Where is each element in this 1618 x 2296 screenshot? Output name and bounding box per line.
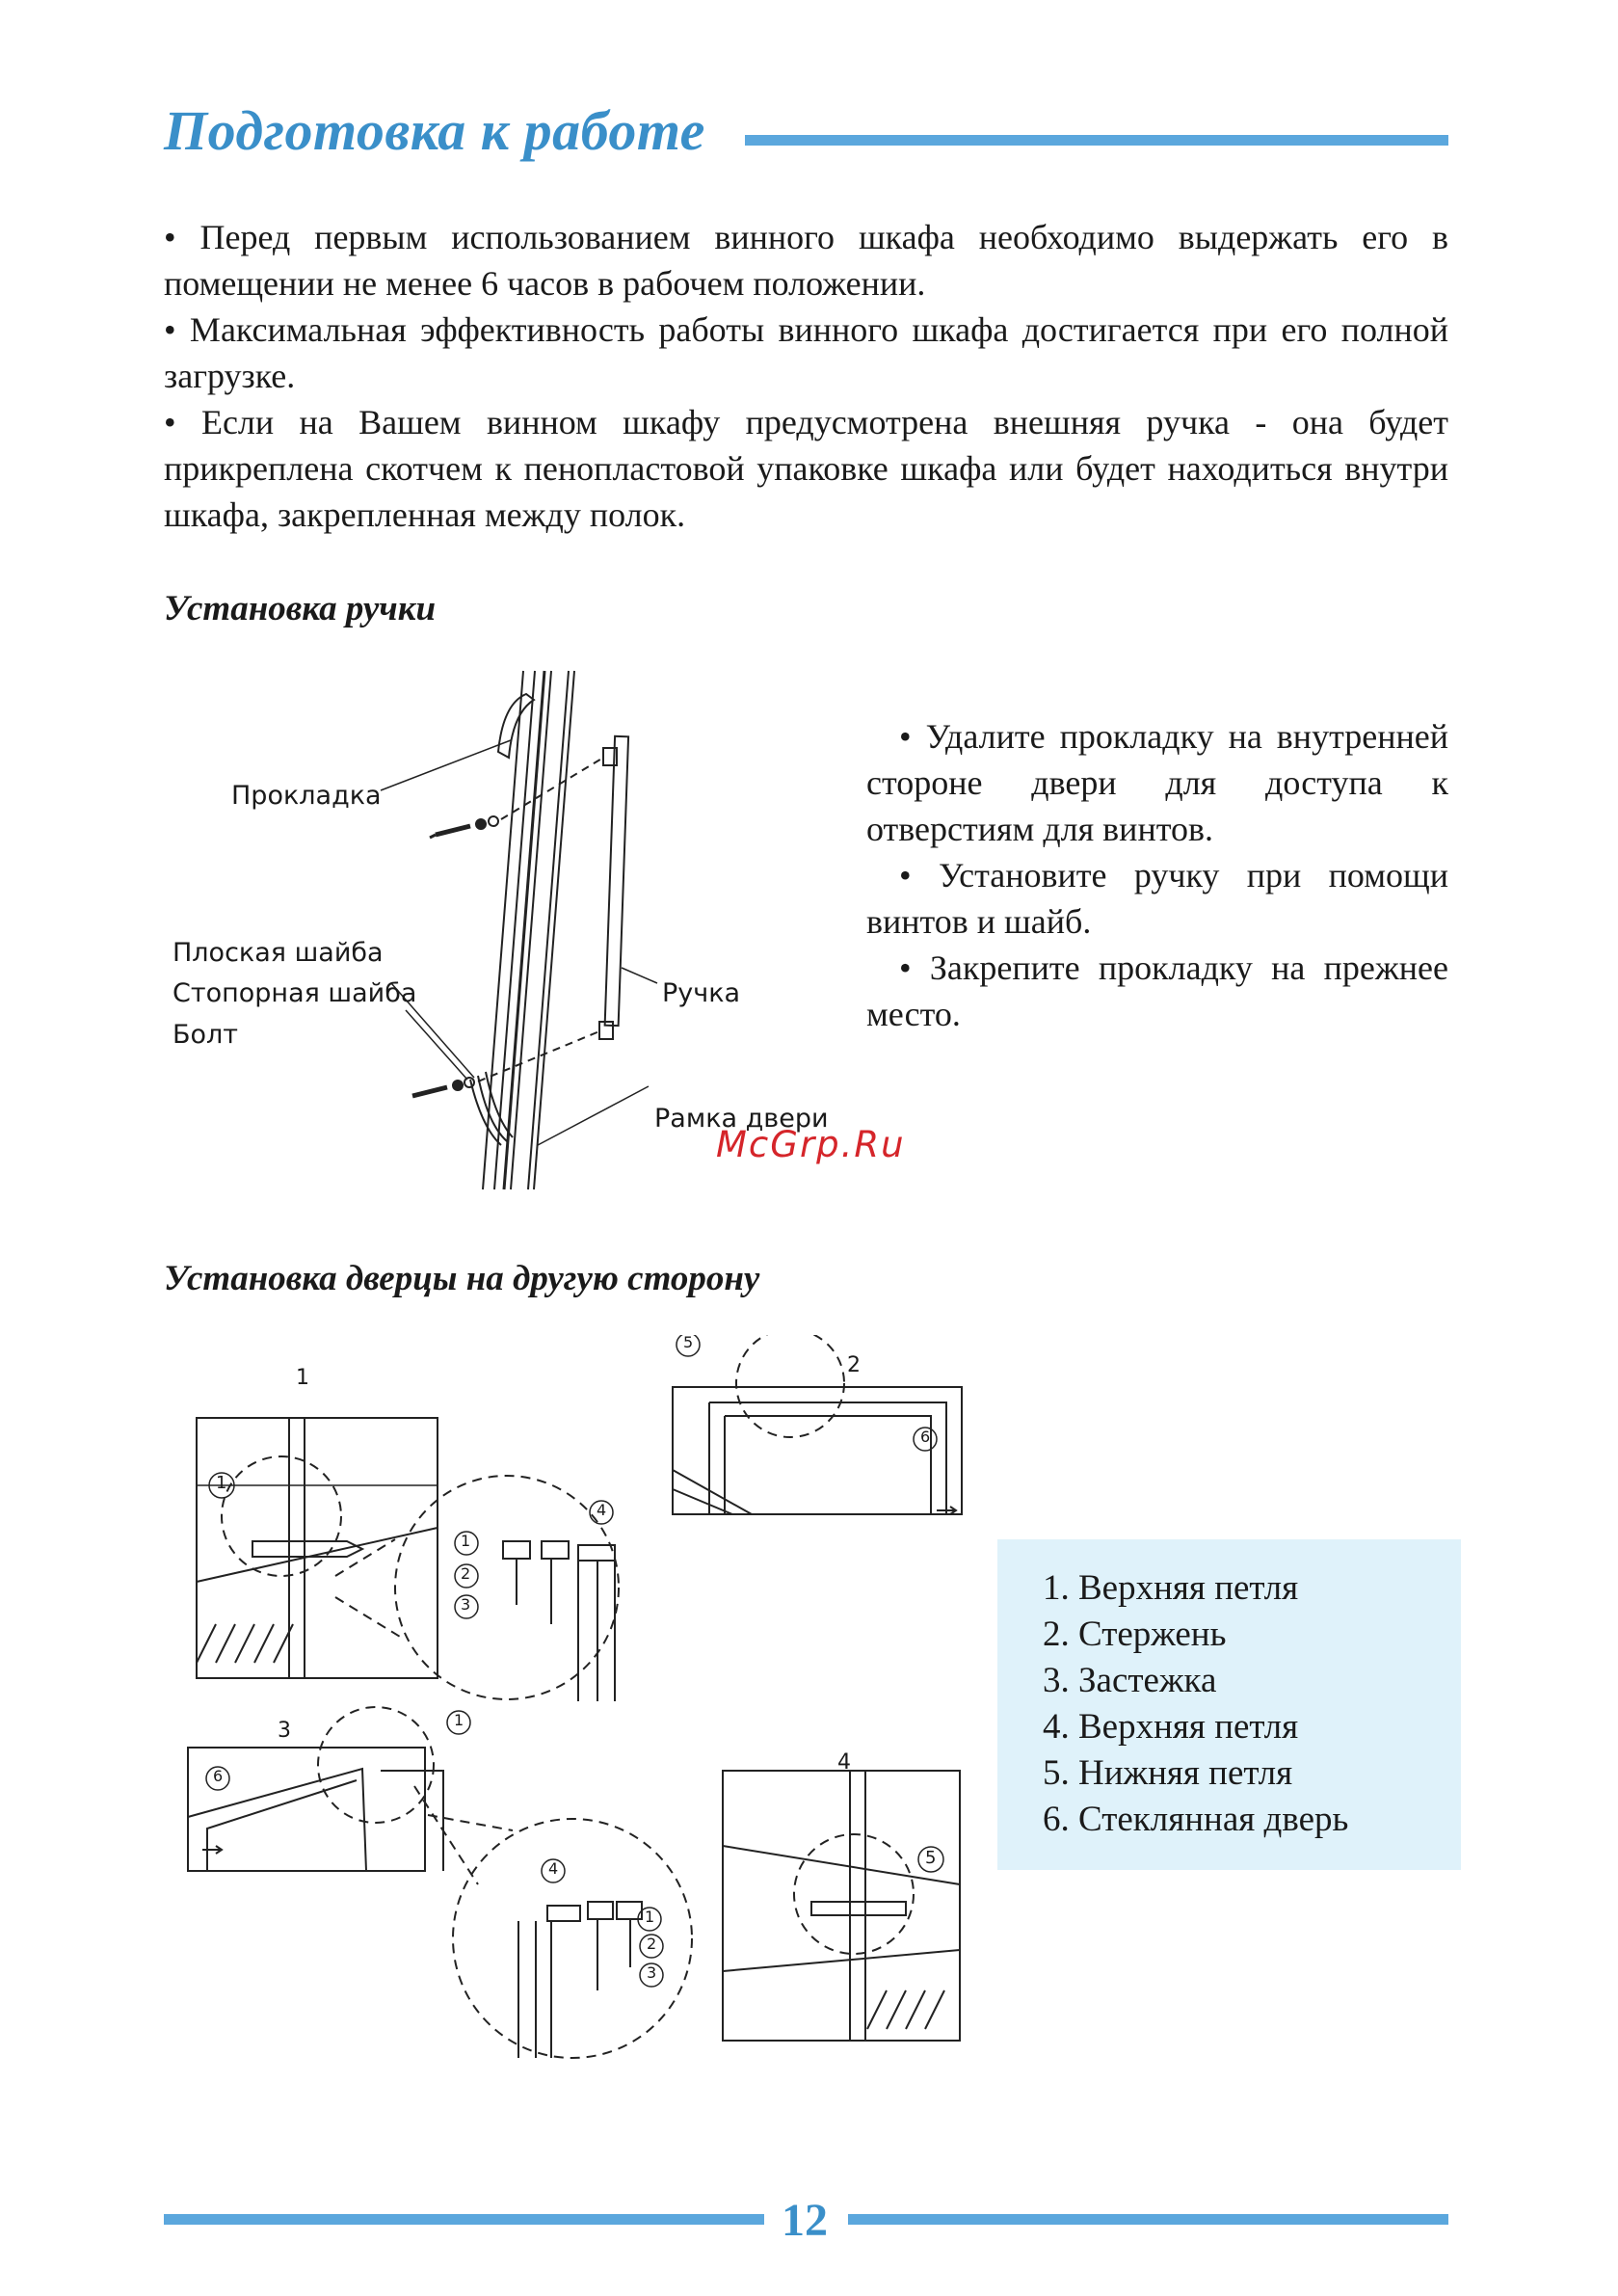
callout: 4 <box>548 1859 559 1878</box>
label-gasket: Прокладка <box>231 781 382 811</box>
handle-step: • Установите ручку при помощи винтов и шайб. <box>866 856 1448 941</box>
callout: 3 <box>647 1963 657 1982</box>
callout: 5 <box>683 1333 694 1351</box>
callout: 5 <box>925 1848 937 1868</box>
footer-rule-right <box>848 2214 1448 2225</box>
label-lock-washer: Стопорная шайба <box>172 978 417 1008</box>
handle-steps <box>866 713 1448 1037</box>
callout: 1 <box>461 1532 471 1550</box>
legend-item: 2. Стержень <box>1043 1615 1227 1654</box>
panel-number: 1 <box>296 1366 309 1390</box>
legend-list <box>1043 1565 1348 1843</box>
handle-step: • Удалите прокладку на внутренней стороне двери для доступа к отверстиям для винтов. <box>866 717 1448 848</box>
callout: 2 <box>647 1935 657 1953</box>
callout: 4 <box>597 1501 607 1519</box>
callout: 2 <box>461 1564 471 1583</box>
label-flat-washer: Плоская шайба <box>172 938 384 968</box>
door-section-heading: Установка дверцы на другую сторону <box>164 1259 760 1298</box>
legend-item: 1. Верхняя петля <box>1043 1568 1299 1608</box>
page-title: Подготовка к работе <box>164 99 705 162</box>
callout: 6 <box>213 1767 224 1785</box>
legend-item: 6. Стеклянная дверь <box>1043 1800 1349 1839</box>
legend-item: 3. Застежка <box>1043 1661 1217 1700</box>
legend-box <box>997 1539 1461 1870</box>
handle-section-heading: Установка ручки <box>164 589 437 628</box>
intro-paragraph: • Максимальная эффективность работы винного шкафа достигается при его полной загрузке. <box>164 310 1448 395</box>
title-rule <box>745 135 1448 146</box>
label-door-frame: Рамка двери <box>654 1104 829 1134</box>
footer-rule-left <box>164 2214 764 2225</box>
legend-item: 4. Верхняя петля <box>1043 1707 1299 1747</box>
panel-number: 4 <box>837 1750 851 1775</box>
watermark: McGrp.Ru <box>716 1124 906 1165</box>
callout: 6 <box>920 1428 931 1446</box>
handle-step: • Закрепите прокладку на прежнее место. <box>866 948 1448 1033</box>
callout: 1 <box>645 1908 655 1926</box>
panel-number: 2 <box>847 1353 861 1377</box>
label-handle: Ручка <box>662 978 741 1008</box>
callout: 1 <box>454 1711 464 1729</box>
intro-paragraph: • Перед первым использованием винного шкафа необходимо выдержать его в помещении не менее 6 часов в рабочем положении. <box>164 218 1448 303</box>
page-number: 12 <box>782 2195 828 2246</box>
intro-paragraph: • Если на Вашем винном шкафу предусмотрена внешняя ручка - она будет прикреплена скотчем к пенопластовой упаковке шкафа или будет находиться внутри шкафа, закрепленная между полок. <box>164 403 1448 534</box>
legend-item: 5. Нижняя петля <box>1043 1753 1293 1793</box>
panel-number: 3 <box>278 1719 291 1743</box>
intro-text <box>164 214 1448 538</box>
door-reversal-diagram <box>173 1335 983 2116</box>
label-bolt: Болт <box>172 1020 239 1050</box>
callout: 3 <box>461 1595 471 1614</box>
callout: 1 <box>216 1473 227 1493</box>
